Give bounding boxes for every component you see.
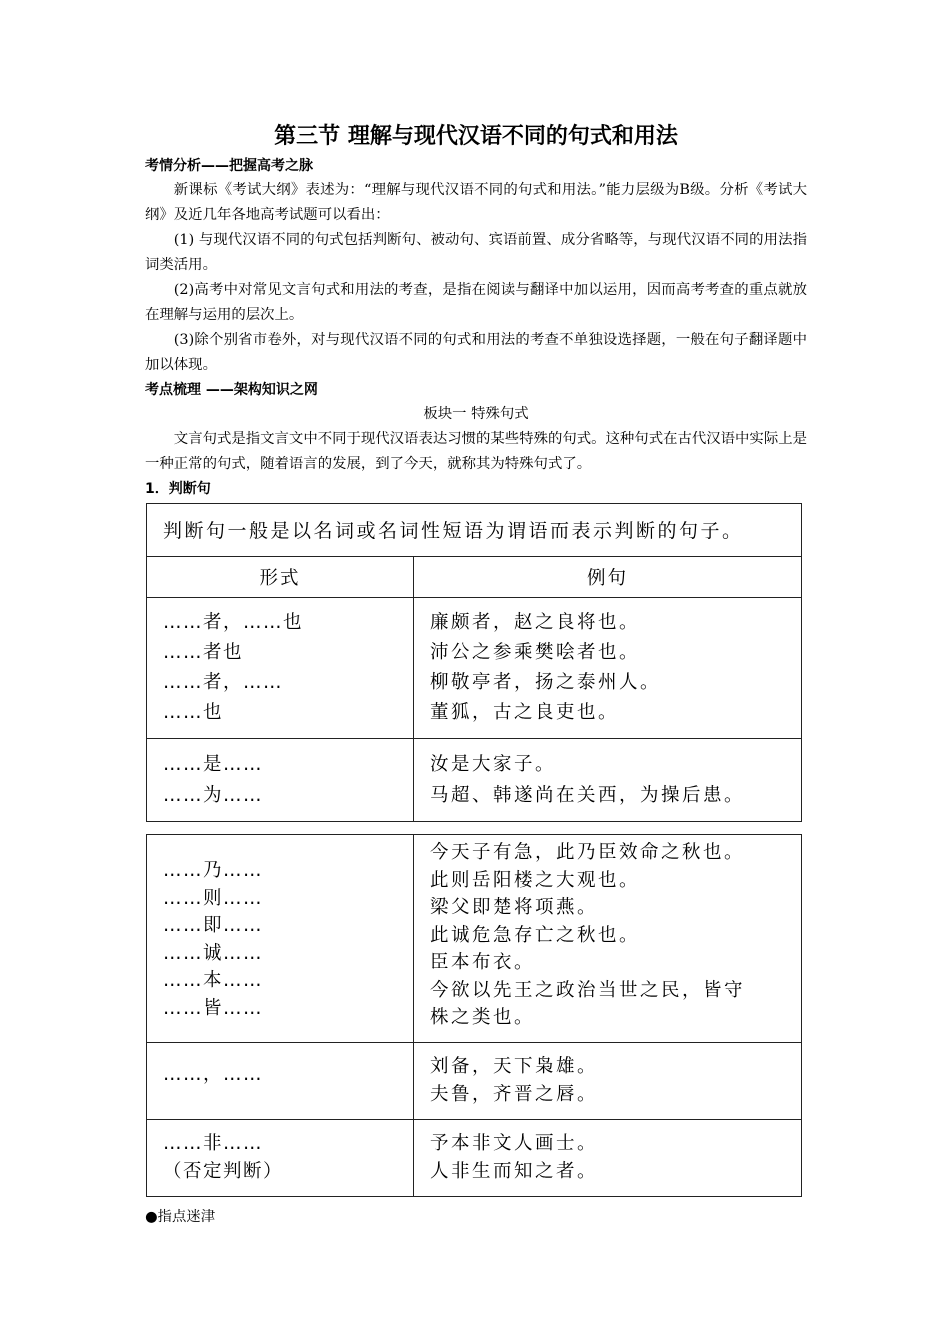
example-item: 此诚危急存亡之秋也。: [430, 924, 641, 946]
example-item: 刘备，天下枭雄。: [430, 1055, 599, 1077]
page-title: 第三节 理解与现代汉语不同的句式和用法: [274, 124, 678, 149]
example-cell: [414, 835, 802, 1043]
form-item: ……则……: [163, 887, 264, 909]
paragraph: (3)除个别省市卷外，对与现代汉语不同的句式和用法的考查不单独设选择题，一般在句子翻译题中加以体现。: [145, 332, 807, 373]
table-row: [147, 739, 802, 822]
table-row: [147, 835, 802, 1043]
example-item: 人非生而知之者。: [430, 1160, 599, 1182]
form-cell: [147, 1119, 414, 1196]
paragraph: 文言句式是指文言文中不同于现代汉语表达习惯的某些特殊的句式。这种句式在古代汉语中实际上是一种正常的句式，随着语言的发展，到了今天，就称其为特殊句式了。: [145, 431, 807, 472]
paragraph: (2)高考中对常见文言句式和用法的考查，是指在阅读与翻译中加以运用，因而高考考查的重点就放在理解与运用的层次上。: [145, 282, 807, 323]
header-example: 例句: [414, 557, 802, 598]
form-item: ……本……: [163, 970, 264, 991]
section-heading-analysis: 考情分析——把握高考之脉: [145, 158, 313, 174]
form-item: ……乃……: [163, 860, 264, 881]
section-heading-review: 考点梳理 ——架构知识之网: [145, 382, 318, 398]
example-item: 汝是大家子。: [430, 754, 557, 775]
example-cell: [414, 1119, 802, 1196]
example-item: 梁父即楚将项燕。: [430, 897, 599, 918]
example-item: 夫鲁，齐晋之唇。: [430, 1083, 599, 1105]
form-item: ……非……: [163, 1132, 264, 1154]
form-cell: [147, 739, 414, 822]
paragraph: 新课标《考试大纲》表述为：“理解与现代汉语不同的句式和用法。”能力层级为B级。分析《考试大纲》及近几年各地高考试题可以看出：: [145, 182, 807, 223]
form-item: ……是……: [163, 754, 264, 775]
table-row: [147, 598, 802, 739]
paragraph: (1) 与现代汉语不同的句式包括判断句、被动句、宾语前置、成分省略等，与现代汉语不同的用法指词类活用。: [145, 232, 807, 273]
example-cell: [414, 598, 802, 739]
form-item: ……也: [163, 702, 224, 723]
item-heading: 1．判断句: [145, 481, 211, 497]
example-item: 廉颇者，赵之良将也。: [430, 612, 641, 633]
example-item: 今欲以先王之政治当世之民，皆守: [430, 979, 746, 1001]
example-cell: [414, 739, 802, 822]
example-item: 柳敬亭者，扬之泰州人。: [430, 672, 662, 693]
table-intro: 判断句一般是以名词或名词性短语为谓语而表示判断的句子。: [147, 504, 802, 557]
form-item: （否定判断）: [163, 1160, 284, 1182]
example-item: 臣本布衣。: [430, 952, 536, 973]
header-form: 形式: [147, 557, 414, 598]
tips-heading: ●指点迷津: [145, 1208, 216, 1225]
form-item: ……为……: [163, 785, 264, 806]
example-item: 董狐，古之良吏也。: [430, 702, 620, 723]
form-item: ……即……: [163, 915, 264, 936]
example-item: 今天子有急，此乃臣效命之秋也。: [430, 842, 746, 863]
form-cell: [147, 835, 414, 1043]
example-cell: [414, 1042, 802, 1119]
form-cell: [147, 598, 414, 739]
table-row: [147, 1119, 802, 1196]
example-item: 沛公之参乘樊哙者也。: [430, 642, 641, 663]
document-page: [145, 122, 807, 1229]
subsection-title: 板块一 特殊句式: [423, 406, 529, 422]
example-item: 此则岳阳楼之大观也。: [430, 869, 641, 891]
form-item: ……者，……也: [163, 612, 304, 633]
example-item: 株之类也。: [430, 1007, 536, 1028]
sentence-table-part2: [146, 834, 802, 1197]
form-item: ……皆……: [163, 997, 264, 1019]
form-item: ……诚……: [163, 942, 264, 964]
form-item: ……者，……: [163, 672, 284, 693]
example-item: 予本非文人画士。: [430, 1132, 599, 1154]
table-row: [147, 1042, 802, 1119]
form-item: ……，……: [163, 1063, 264, 1085]
sentence-table-part1: [146, 503, 802, 822]
form-cell: [147, 1042, 414, 1119]
example-item: 马超、韩遂尚在关西，为操后患。: [430, 785, 746, 806]
form-item: ……者也: [163, 642, 244, 663]
